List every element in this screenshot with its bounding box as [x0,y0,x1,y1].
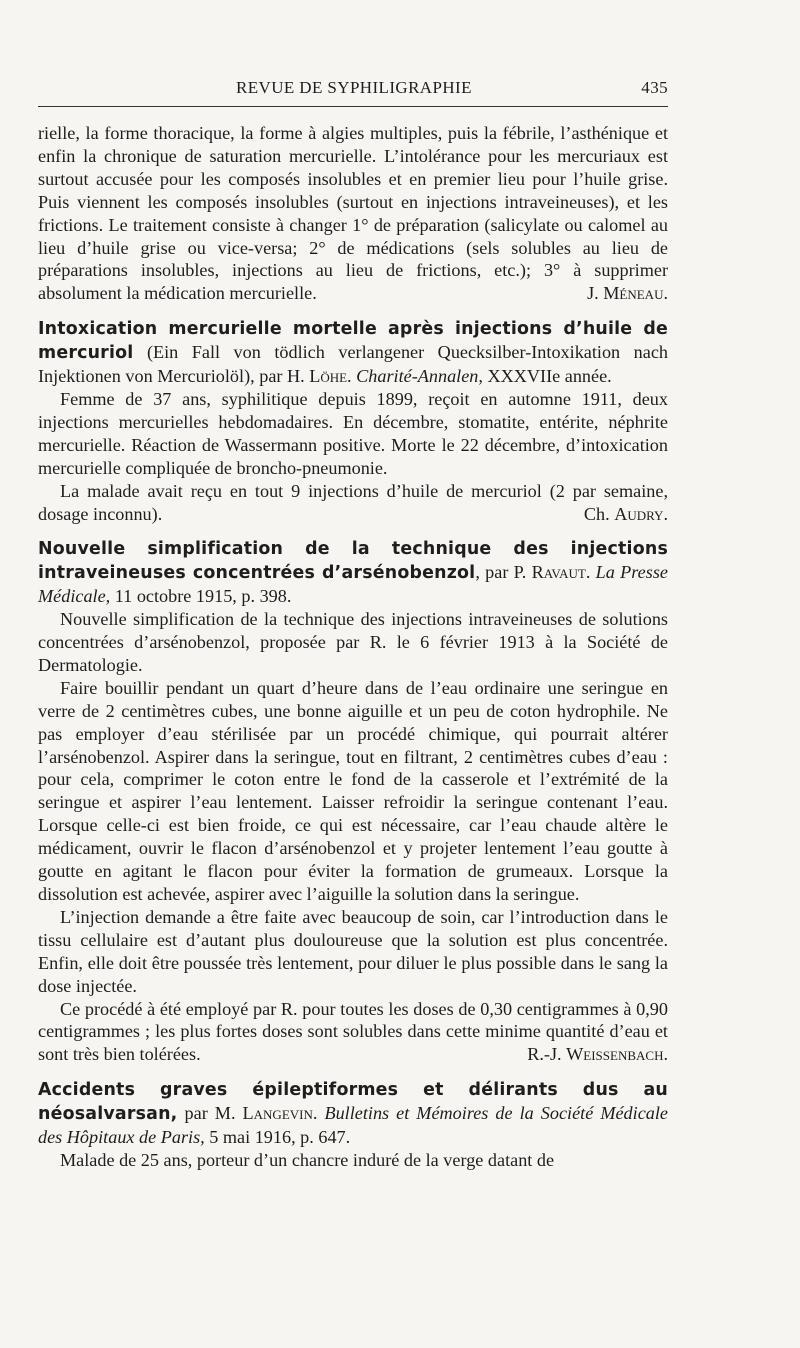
paragraph: Femme de 37 ans, syphilitique depuis 1899, reçoit en automne 1911, deux injections mercurielles hebdomadaires. En décembre, stomatite, entérite, néphrite mercurielle. Réaction de Wassermann positive. Morte le 22 décembre, d’intoxication mercurielle compliquée de broncho-pneumonie. [38,388,668,478]
article-continuation [38,122,668,305]
paragraph-text: rielle, la forme thoracique, la forme à algies multiples, puis la fébrile, l’asthénique et enfin la chronique de saturation mercurielle. L’intolérance pour les mercuriaux est surtout accusée pour les composés insolubles et en premier lieu pour l’huile grise. Puis viennent les composés insolubles (surtout en injections intraveineuses), et les frictions. Le traitement consiste à changer 1° de préparation (salicylate ou calomel au lieu d’huile grise ou vice-versa; 2° de médications (sels solubles au lieu de préparations insolubles, injections au lieu de frictions, etc.); 3° à supprimer absolument la médication mercurielle. [38,123,668,304]
paragraph: Malade de 25 ans, porteur d’un chancre induré de la verge datant de [60,1149,555,1170]
header-rule [38,106,668,107]
paragraph: Faire bouillir pendant un quart d’heure dans de l’eau ordinaire une seringue en verre de 2 centimètres cubes, une bonne aiguille et un peu de coton hydrophile. Ne pas employer d’eau stérilisée par un procédé chimique, qui pourrait altérer l’arsénobenzol. Aspirer dans la seringue, tout en filtrant, 2 centimètres cubes d’eau : pour cela, comprimer le coton entre le fond de la casserole et l’extrémité de la seringue et aspirer l’eau lentement. Laisser refroidir la seringue contenant l’eau. Lorsque celle-ci est bien froide, ce qui est nécessaire, car l’eau chaude altère le médicament, ouvrir le flacon d’arsénobenzol et y projeter lentement l’eau goutte à goutte en agitant le flacon pour éviter la formation de grumeaux. Lorsque la dissolution est achevée, aspirer avec l’aiguille la solution dans la seringue. [38,677,668,904]
article-title: Intoxication mercurielle mortelle après injections d’huile de mercuriol [38,319,668,364]
article-heading-accidents: Accidents graves épileptiformes et délirants dus au néosalvarsan, par M. Langevin. Bulletins et Mémoires de la Société Médicale des Hôpitaux de Paris, 5 mai 1916, p. 647. [38,1080,668,1148]
article-heading-simplification: Nouvelle simplification de la technique des injections intraveineuses concentrées d’arsénobenzol, par P. Ravaut. La Presse Médicale, 11 octobre 1915, p. 398. [38,539,668,607]
article-title: Accidents graves épileptiformes et délirants dus au néosalvarsan, [38,1080,668,1125]
page-body [38,122,668,1172]
signature: Ch. Audry. [583,503,668,524]
paragraph: La malade avait reçu en tout 9 injections d’huile de mercuriol (2 par semaine, dosage inconnu). Ch. Audry. [38,480,668,524]
author-name: Ravaut. [531,562,591,583]
article-title: Nouvelle simplification de la technique des injections intraveineuses concentrées d’arsénobenzol [38,539,668,584]
signature: J. Méneau. [587,283,668,304]
author-name: Langevin. [242,1103,318,1124]
journal-name: Charité-Annalen, [351,366,483,387]
page-number: 435 [641,78,668,97]
journal-name: Bulletins et Mémoires de la Société Médicale des Hôpitaux de Paris, [38,1103,668,1148]
author-name: Löhe. [309,366,352,387]
paragraph: L’injection demande a être faite avec beaucoup de soin, car l’introduction dans le tissu cellulaire est d’autant plus douloureuse que la solution est plus concentrée. Enfin, elle doit être poussée très lentement, pour diluer le plus possible dans le sang la dose injectée. [38,906,668,996]
journal-title: REVUE DE SYPHILIGRAPHIE [236,78,472,97]
journal-name: La Presse Médicale, [38,562,668,607]
paragraph: Ce procédé à été employé par R. pour toutes les doses de 0,30 centigrammes à 0,90 centigrammes ; les plus fortes doses sont solubles dans cette minime quantité d’eau et sont très bien tolérées. R.-J. Weissenbach. [38,998,668,1065]
paragraph: Nouvelle simplification de la technique des injections intraveineuses de solutions concentrées d’arsénobenzol, proposée par R. le 6 février 1913 à la Société de Dermatologie. [38,609,668,675]
article-heading-intoxication: Intoxication mercurielle mortelle après injections d’huile de mercuriol (Ein Fall von tödlich verlangener Quecksilber-Intoxikation nach Injektionen von Mercuriolöl), par H. Löhe. Charité-Annalen, XXXVIIe année. [38,319,668,387]
signature: R.-J. Weissenbach. [527,1044,668,1065]
